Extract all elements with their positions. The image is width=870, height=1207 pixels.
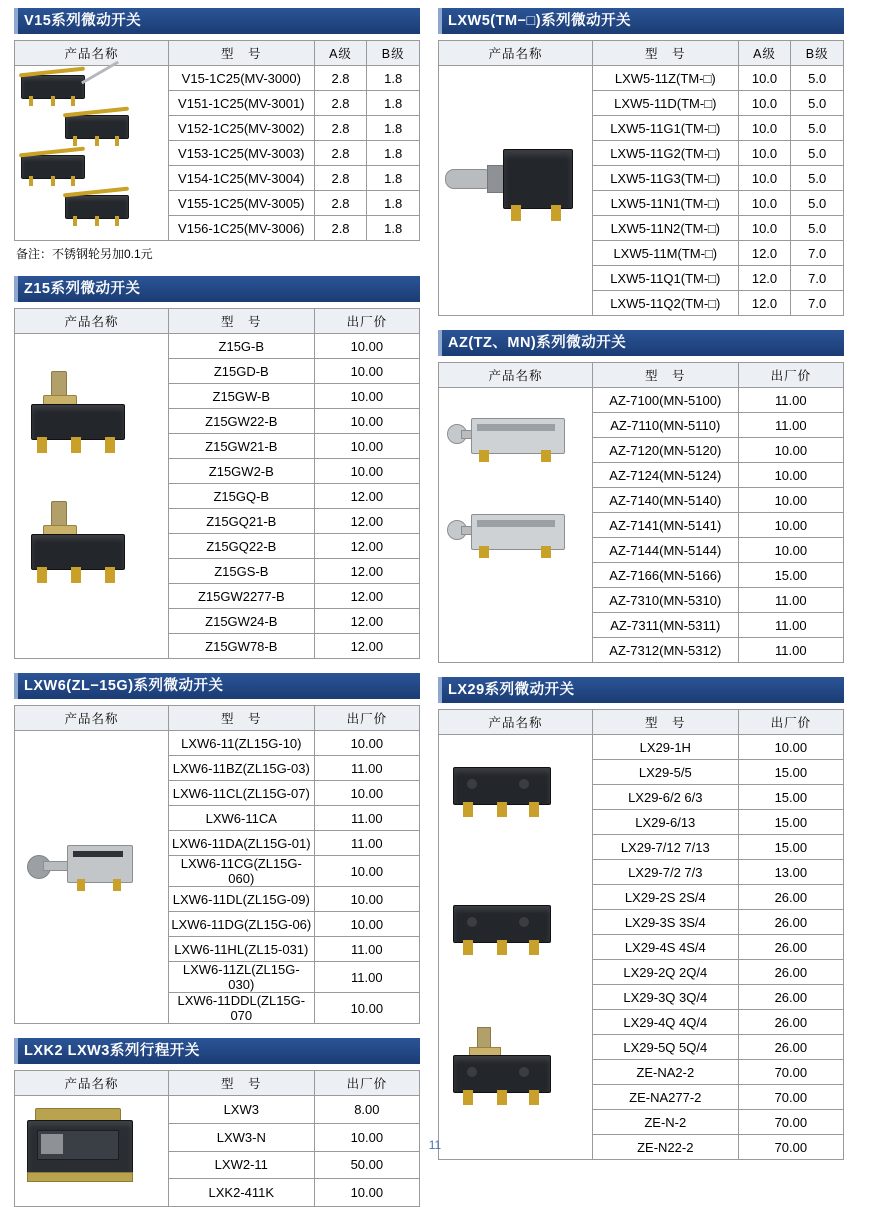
model-cell: LX29-4Q 4Q/4 xyxy=(592,1010,738,1035)
price-cell: 12.00 xyxy=(314,609,419,634)
grade-a-cell: 12.0 xyxy=(738,291,791,316)
price-cell: 10.00 xyxy=(314,409,419,434)
model-cell: LX29-7/2 7/3 xyxy=(592,860,738,885)
model-cell: ZE-N-2 xyxy=(592,1110,738,1135)
column-header: A级 xyxy=(314,41,367,66)
price-cell: 26.00 xyxy=(738,910,843,935)
switch-part xyxy=(115,216,119,226)
product-table-z15 xyxy=(14,308,420,659)
section-title-v15: V15系列微动开关 xyxy=(14,8,420,34)
table-row xyxy=(15,1096,420,1124)
model-cell: ZE-N22-2 xyxy=(592,1135,738,1160)
switch-part xyxy=(51,96,55,106)
model-cell: Z15GS-B xyxy=(168,559,314,584)
price-cell: 12.00 xyxy=(314,484,419,509)
price-cell: 26.00 xyxy=(738,1035,843,1060)
price-cell: 10.00 xyxy=(738,538,843,563)
price-cell: 12.00 xyxy=(314,509,419,534)
column-header: B级 xyxy=(367,41,420,66)
price-cell: 26.00 xyxy=(738,885,843,910)
column-header: 产品名称 xyxy=(439,363,593,388)
model-cell: AZ-7120(MN-5120) xyxy=(592,438,738,463)
grade-a-cell: 10.0 xyxy=(738,166,791,191)
grade-b-cell: 7.0 xyxy=(791,241,844,266)
model-cell: LXW6-11(ZL15G-10) xyxy=(168,731,314,756)
price-cell: 12.00 xyxy=(314,534,419,559)
table-header-row xyxy=(439,41,844,66)
model-cell: LX29-2S 2S/4 xyxy=(592,885,738,910)
section-lx29 xyxy=(438,677,844,1160)
price-cell: 11.00 xyxy=(738,638,843,663)
grade-b-cell: 7.0 xyxy=(791,291,844,316)
model-cell: AZ-7141(MN-5141) xyxy=(592,513,738,538)
model-cell: V155-1C25(MV-3005) xyxy=(168,191,314,216)
price-cell: 8.00 xyxy=(314,1096,419,1124)
grade-b-cell: 5.0 xyxy=(791,91,844,116)
switch-part xyxy=(445,143,575,243)
grade-a-cell: 10.0 xyxy=(738,116,791,141)
grade-b-cell: 7.0 xyxy=(791,266,844,291)
column-header: 型 号 xyxy=(168,706,314,731)
product-table-v15 xyxy=(14,40,420,241)
switch-part xyxy=(25,371,133,463)
model-cell: AZ-7166(MN-5166) xyxy=(592,563,738,588)
model-cell: V15-1C25(MV-3000) xyxy=(168,66,314,91)
section-lxk2 xyxy=(14,1038,420,1207)
section-lxw5 xyxy=(438,8,844,316)
switch-part xyxy=(29,96,33,106)
product-image-cell xyxy=(15,66,169,241)
price-cell: 50.00 xyxy=(314,1151,419,1179)
product-table-lx29 xyxy=(438,709,844,1160)
model-cell: LXW5-11G2(TM-□) xyxy=(592,141,738,166)
price-cell: 10.00 xyxy=(738,463,843,488)
page-number xyxy=(0,1138,870,1152)
model-cell: LXW5-11Q1(TM-□) xyxy=(592,266,738,291)
model-cell: AZ-7310(MN-5310) xyxy=(592,588,738,613)
micro-switch-lever-group-image xyxy=(17,69,166,237)
price-cell: 10.00 xyxy=(314,731,419,756)
model-cell: Z15GQ-B xyxy=(168,484,314,509)
model-cell: LXW6-11DA(ZL15G-01) xyxy=(168,831,314,856)
price-cell: 70.00 xyxy=(738,1060,843,1085)
price-cell: 10.00 xyxy=(314,1123,419,1151)
model-cell: ZE-NA277-2 xyxy=(592,1085,738,1110)
price-cell: 15.00 xyxy=(738,760,843,785)
switch-part xyxy=(71,176,75,186)
model-cell: LXW5-11N2(TM-□) xyxy=(592,216,738,241)
model-cell: AZ-7110(MN-5110) xyxy=(592,413,738,438)
product-table-lxw5 xyxy=(438,40,844,316)
micro-switch-black-trio-image xyxy=(441,747,590,1147)
price-cell: 13.00 xyxy=(738,860,843,885)
model-cell: Z15GQ21-B xyxy=(168,509,314,534)
column-header: 产品名称 xyxy=(439,710,593,735)
grade-a-cell: 2.8 xyxy=(314,141,367,166)
grade-b-cell: 1.8 xyxy=(367,191,420,216)
table-header-row xyxy=(15,1071,420,1096)
model-cell: LX29-6/13 xyxy=(592,810,738,835)
price-cell: 10.00 xyxy=(314,359,419,384)
price-cell: 10.00 xyxy=(314,856,419,887)
grade-a-cell: 2.8 xyxy=(314,66,367,91)
grade-a-cell: 2.8 xyxy=(314,166,367,191)
model-cell: AZ-7124(MN-5124) xyxy=(592,463,738,488)
price-cell: 26.00 xyxy=(738,985,843,1010)
model-cell: LXW6-11CG(ZL15G-060) xyxy=(168,856,314,887)
price-cell: 15.00 xyxy=(738,563,843,588)
column-header: 产品名称 xyxy=(15,1071,169,1096)
column-header: 型 号 xyxy=(592,710,738,735)
price-cell: 26.00 xyxy=(738,935,843,960)
table-header-row xyxy=(15,706,420,731)
model-cell: LXW6-11DG(ZL15G-06) xyxy=(168,912,314,937)
product-image-cell xyxy=(15,334,169,659)
price-cell: 15.00 xyxy=(738,810,843,835)
column-header: 出厂价 xyxy=(314,309,419,334)
price-cell: 12.00 xyxy=(314,634,419,659)
model-cell: LXW6-11ZL(ZL15G-030) xyxy=(168,962,314,993)
model-cell: LX29-7/12 7/13 xyxy=(592,835,738,860)
model-cell: Z15GW22-B xyxy=(168,409,314,434)
table-row xyxy=(15,66,420,91)
grade-b-cell: 5.0 xyxy=(791,66,844,91)
grade-b-cell: 1.8 xyxy=(367,116,420,141)
grade-b-cell: 5.0 xyxy=(791,191,844,216)
model-cell: V151-1C25(MV-3001) xyxy=(168,91,314,116)
model-cell: LXW5-11Q2(TM-□) xyxy=(592,291,738,316)
column-header: 型 号 xyxy=(168,41,314,66)
section-z15 xyxy=(14,276,420,659)
switch-part xyxy=(95,136,99,146)
switch-part xyxy=(25,501,133,593)
section-lxw6 xyxy=(14,673,420,1024)
table-row xyxy=(15,334,420,359)
column-header: 出厂价 xyxy=(738,710,843,735)
price-cell: 10.00 xyxy=(738,735,843,760)
price-cell: 10.00 xyxy=(314,434,419,459)
model-cell: LXW6-11DL(ZL15G-09) xyxy=(168,887,314,912)
table-row xyxy=(439,388,844,413)
model-cell: LX29-3S 3S/4 xyxy=(592,910,738,935)
model-cell: AZ-7144(MN-5144) xyxy=(592,538,738,563)
column-header: 产品名称 xyxy=(15,706,169,731)
price-cell: 11.00 xyxy=(738,613,843,638)
switch-part xyxy=(71,96,75,106)
model-cell: LX29-1H xyxy=(592,735,738,760)
model-cell: LXW5-11N1(TM-□) xyxy=(592,191,738,216)
section-title-az: AZ(TZ、MN)系列微动开关 xyxy=(438,330,844,356)
left-column xyxy=(14,8,420,1201)
product-image-cell xyxy=(15,731,169,1024)
model-cell: AZ-7140(MN-5140) xyxy=(592,488,738,513)
grade-b-cell: 5.0 xyxy=(791,216,844,241)
model-cell: LX29-5Q 5Q/4 xyxy=(592,1035,738,1060)
price-cell: 10.00 xyxy=(314,781,419,806)
grade-a-cell: 12.0 xyxy=(738,266,791,291)
model-cell: LXW5-11D(TM-□) xyxy=(592,91,738,116)
table-row xyxy=(439,735,844,760)
price-cell: 70.00 xyxy=(738,1135,843,1160)
model-cell: LXW3 xyxy=(168,1096,314,1124)
switch-part xyxy=(115,136,119,146)
section-title-lxk2: LXK2 LXW3系列行程开关 xyxy=(14,1038,420,1064)
column-header: 型 号 xyxy=(592,41,738,66)
grade-a-cell: 10.0 xyxy=(738,91,791,116)
model-cell: ZE-NA2-2 xyxy=(592,1060,738,1085)
price-cell: 10.00 xyxy=(738,513,843,538)
model-cell: Z15G-B xyxy=(168,334,314,359)
price-cell: 11.00 xyxy=(314,962,419,993)
model-cell: V154-1C25(MV-3004) xyxy=(168,166,314,191)
model-cell: AZ-7100(MN-5100) xyxy=(592,388,738,413)
model-cell: LXW2-11 xyxy=(168,1151,314,1179)
price-cell: 11.00 xyxy=(738,388,843,413)
table-header-row xyxy=(439,363,844,388)
model-cell: LXW6-11DDL(ZL15G-070 xyxy=(168,993,314,1024)
column-header: 型 号 xyxy=(168,309,314,334)
model-cell: AZ-7312(MN-5312) xyxy=(592,638,738,663)
grade-b-cell: 1.8 xyxy=(367,91,420,116)
micro-switch-grey-roller-image xyxy=(17,767,166,987)
model-cell: LXW5-11Z(TM-□) xyxy=(592,66,738,91)
switch-part xyxy=(29,176,33,186)
table-row xyxy=(15,731,420,756)
model-cell: V156-1C25(MV-3006) xyxy=(168,216,314,241)
price-cell: 26.00 xyxy=(738,1010,843,1035)
grade-a-cell: 2.8 xyxy=(314,191,367,216)
right-column xyxy=(438,8,844,1156)
section-title-lxw6: LXW6(ZL−15G)系列微动开关 xyxy=(14,673,420,699)
model-cell: LX29-6/2 6/3 xyxy=(592,785,738,810)
micro-switch-long-plunger-image xyxy=(441,71,590,311)
price-cell: 10.00 xyxy=(314,993,419,1024)
model-cell: Z15GW21-B xyxy=(168,434,314,459)
section-az xyxy=(438,330,844,663)
switch-part xyxy=(73,216,77,226)
price-cell: 10.00 xyxy=(314,384,419,409)
column-header: B级 xyxy=(791,41,844,66)
section-v15 xyxy=(14,8,420,262)
grade-a-cell: 10.0 xyxy=(738,216,791,241)
model-cell: LXW6-11CL(ZL15G-07) xyxy=(168,781,314,806)
column-header: A级 xyxy=(738,41,791,66)
grade-b-cell: 1.8 xyxy=(367,166,420,191)
model-cell: LXK2-411K xyxy=(168,1179,314,1207)
model-cell: LXW6-11CA xyxy=(168,806,314,831)
micro-switch-plunger-pair-image xyxy=(17,361,166,631)
price-cell: 10.00 xyxy=(738,488,843,513)
column-header: 出厂价 xyxy=(314,1071,419,1096)
grade-a-cell: 10.0 xyxy=(738,141,791,166)
grade-b-cell: 5.0 xyxy=(791,141,844,166)
switch-part xyxy=(27,837,139,897)
column-header: 出厂价 xyxy=(314,706,419,731)
price-cell: 11.00 xyxy=(738,413,843,438)
price-cell: 15.00 xyxy=(738,835,843,860)
page-number-value: 11 xyxy=(428,1138,442,1152)
grade-b-cell: 1.8 xyxy=(367,216,420,241)
grade-b-cell: 5.0 xyxy=(791,116,844,141)
product-table-az xyxy=(438,362,844,663)
price-cell: 11.00 xyxy=(314,831,419,856)
grade-a-cell: 10.0 xyxy=(738,191,791,216)
price-cell: 10.00 xyxy=(314,334,419,359)
model-cell: Z15GW-B xyxy=(168,384,314,409)
section-title-z15: Z15系列微动开关 xyxy=(14,276,420,302)
price-cell: 12.00 xyxy=(314,559,419,584)
switch-part xyxy=(447,510,567,590)
column-header: 型 号 xyxy=(168,1071,314,1096)
model-cell: Z15GW24-B xyxy=(168,609,314,634)
switch-part xyxy=(449,1027,561,1107)
model-cell: Z15GW2-B xyxy=(168,459,314,484)
limit-switch-grey-pair-image xyxy=(441,400,590,650)
model-cell: Z15GD-B xyxy=(168,359,314,384)
grade-a-cell: 2.8 xyxy=(314,91,367,116)
section-title-lxw5: LXW5(TM−□)系列微动开关 xyxy=(438,8,844,34)
price-cell: 10.00 xyxy=(738,438,843,463)
model-cell: LX29-4S 4S/4 xyxy=(592,935,738,960)
price-cell: 11.00 xyxy=(314,937,419,962)
price-cell: 10.00 xyxy=(314,912,419,937)
product-image-cell xyxy=(439,388,593,663)
model-cell: Z15GQ22-B xyxy=(168,534,314,559)
model-cell: LX29-5/5 xyxy=(592,760,738,785)
price-cell: 70.00 xyxy=(738,1085,843,1110)
column-header: 产品名称 xyxy=(15,309,169,334)
table-header-row xyxy=(15,309,420,334)
model-cell: V152-1C25(MV-3002) xyxy=(168,116,314,141)
model-cell: Z15GW2277-B xyxy=(168,584,314,609)
model-cell: V153-1C25(MV-3003) xyxy=(168,141,314,166)
table-row xyxy=(439,66,844,91)
price-cell: 15.00 xyxy=(738,785,843,810)
price-cell: 10.00 xyxy=(314,887,419,912)
grade-a-cell: 10.0 xyxy=(738,66,791,91)
product-image-cell xyxy=(439,735,593,1160)
grade-a-cell: 12.0 xyxy=(738,241,791,266)
model-cell: LXW6-11BZ(ZL15G-03) xyxy=(168,756,314,781)
switch-part xyxy=(95,216,99,226)
grade-b-cell: 5.0 xyxy=(791,166,844,191)
price-cell: 11.00 xyxy=(314,756,419,781)
model-cell: LX29-2Q 2Q/4 xyxy=(592,960,738,985)
price-cell: 10.00 xyxy=(314,459,419,484)
switch-part xyxy=(73,136,77,146)
price-cell: 11.00 xyxy=(738,588,843,613)
model-cell: LXW3-N xyxy=(168,1123,314,1151)
column-header: 出厂价 xyxy=(738,363,843,388)
model-cell: LXW6-11HL(ZL15-031) xyxy=(168,937,314,962)
product-image-cell xyxy=(439,66,593,316)
grade-b-cell: 1.8 xyxy=(367,141,420,166)
section-title-lx29: LX29系列微动开关 xyxy=(438,677,844,703)
grade-a-cell: 2.8 xyxy=(314,216,367,241)
model-cell: LXW5-11G3(TM-□) xyxy=(592,166,738,191)
price-cell: 12.00 xyxy=(314,584,419,609)
column-header: 产品名称 xyxy=(439,41,593,66)
grade-a-cell: 2.8 xyxy=(314,116,367,141)
column-header: 产品名称 xyxy=(15,41,169,66)
column-header: 型 号 xyxy=(592,363,738,388)
table-header-row xyxy=(439,710,844,735)
switch-part xyxy=(449,759,561,839)
model-cell: LXW5-11G1(TM-□) xyxy=(592,116,738,141)
switch-part xyxy=(447,414,567,494)
model-cell: LX29-3Q 3Q/4 xyxy=(592,985,738,1010)
price-cell: 26.00 xyxy=(738,960,843,985)
table-header-row xyxy=(15,41,420,66)
price-cell: 11.00 xyxy=(314,806,419,831)
section-note: 备注：不锈钢轮另加0.1元 xyxy=(16,247,153,261)
model-cell: AZ-7311(MN-5311) xyxy=(592,613,738,638)
switch-part xyxy=(449,897,561,977)
model-cell: Z15GW78-B xyxy=(168,634,314,659)
switch-part xyxy=(51,176,55,186)
price-cell: 10.00 xyxy=(314,1179,419,1207)
grade-b-cell: 1.8 xyxy=(367,66,420,91)
price-cell: 70.00 xyxy=(738,1110,843,1135)
product-table-lxw6 xyxy=(14,705,420,1024)
model-cell: LXW5-11M(TM-□) xyxy=(592,241,738,266)
